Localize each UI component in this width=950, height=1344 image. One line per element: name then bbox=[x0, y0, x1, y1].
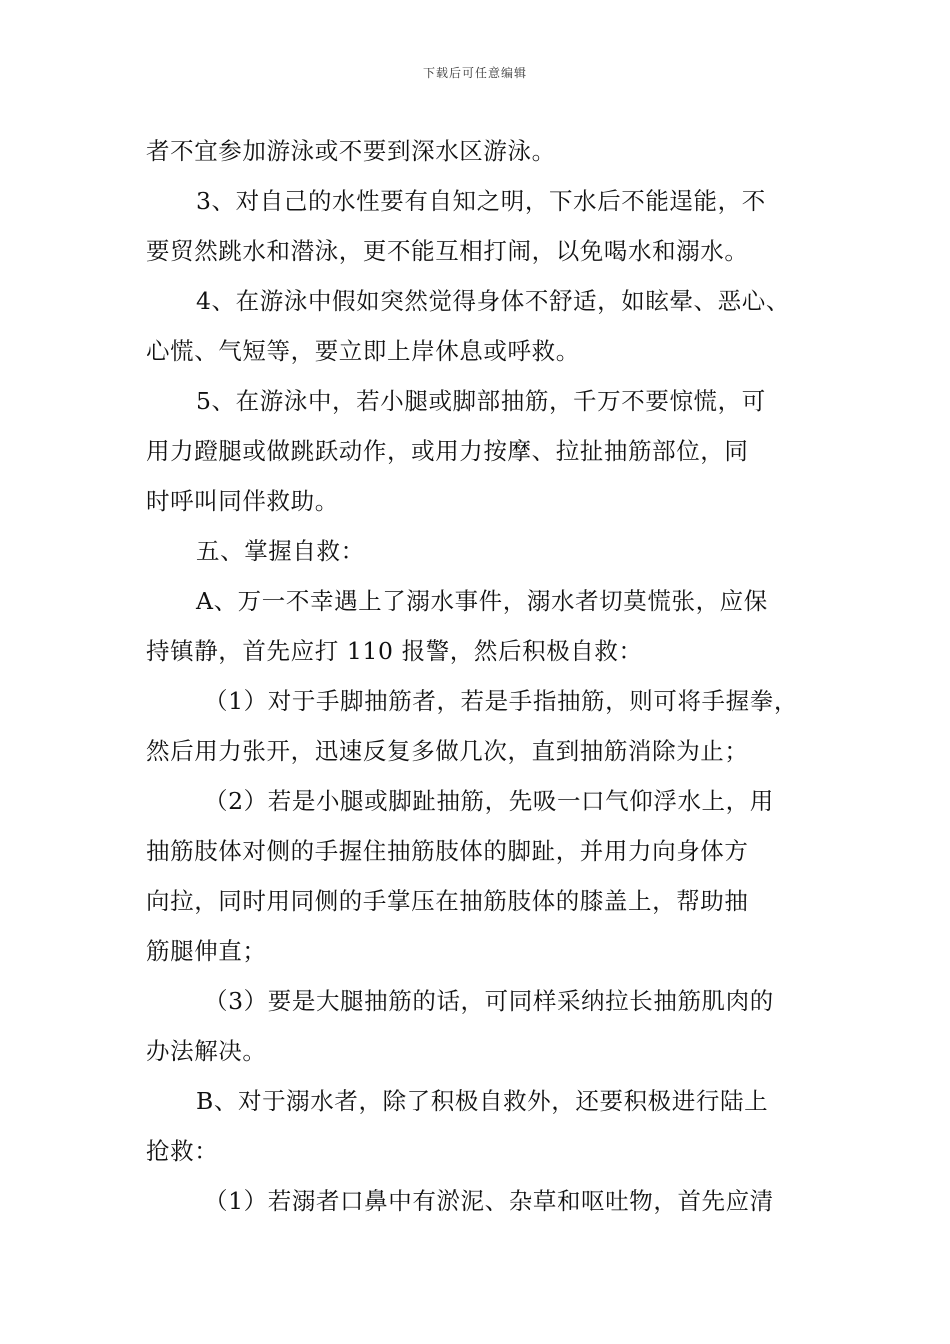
text-line: 要贸然跳水和潜泳，更不能互相打闹，以免喝水和溺水。 bbox=[146, 237, 749, 265]
text-line: 持镇静，首先应打 110 报警，然后积极自救： bbox=[146, 637, 643, 665]
text-line: 时呼叫同伴救助。 bbox=[146, 487, 339, 515]
text-line: 筋腿伸直； bbox=[146, 937, 267, 965]
text-line: （1）对于手脚抽筋者，若是手指抽筋，则可将手握拳， bbox=[204, 687, 798, 715]
text-line: 心慌、气短等，要立即上岸休息或呼救。 bbox=[146, 337, 580, 365]
text-line: （3）要是大腿抽筋的话，可同样采纳拉长抽筋肌肉的 bbox=[204, 987, 774, 1015]
section-heading: 五、掌握自救： bbox=[196, 537, 365, 565]
text-line: 办法解决。 bbox=[146, 1037, 267, 1065]
text-line: 用力蹬腿或做跳跃动作，或用力按摩、拉扯抽筋部位，同 bbox=[146, 437, 749, 465]
text-line: （1）若溺者口鼻中有淤泥、杂草和呕吐物，首先应清 bbox=[204, 1187, 774, 1215]
text-line: 5、在游泳中，若小腿或脚部抽筋，千万不要惊慌，可 bbox=[196, 387, 766, 415]
text-line: 4、在游泳中假如突然觉得身体不舒适，如眩晕、恶心、 bbox=[196, 287, 790, 315]
text-line: A、万一不幸遇上了溺水事件，溺水者切莫慌张，应保 bbox=[196, 587, 768, 615]
text-line: （2）若是小腿或脚趾抽筋，先吸一口气仰浮水上，用 bbox=[204, 787, 774, 815]
document-body bbox=[146, 126, 818, 1226]
text-line: 向拉，同时用同侧的手掌压在抽筋肢体的膝盖上，帮助抽 bbox=[146, 887, 749, 915]
text-line: 抽筋肢体对侧的手握住抽筋肢体的脚趾，并用力向身体方 bbox=[146, 837, 749, 865]
text-line: 抢救： bbox=[146, 1137, 219, 1165]
text-line: 3、对自己的水性要有自知之明，下水后不能逞能，不 bbox=[196, 187, 766, 215]
text-line: 然后用力张开，迅速反复多做几次，直到抽筋消除为止； bbox=[146, 737, 749, 765]
page-header-note: 下载后可任意编辑 bbox=[422, 66, 527, 80]
text-line: B、对于溺水者，除了积极自救外，还要积极进行陆上 bbox=[196, 1087, 769, 1115]
text-line: 者不宜参加游泳或不要到深水区游泳。 bbox=[146, 137, 556, 165]
